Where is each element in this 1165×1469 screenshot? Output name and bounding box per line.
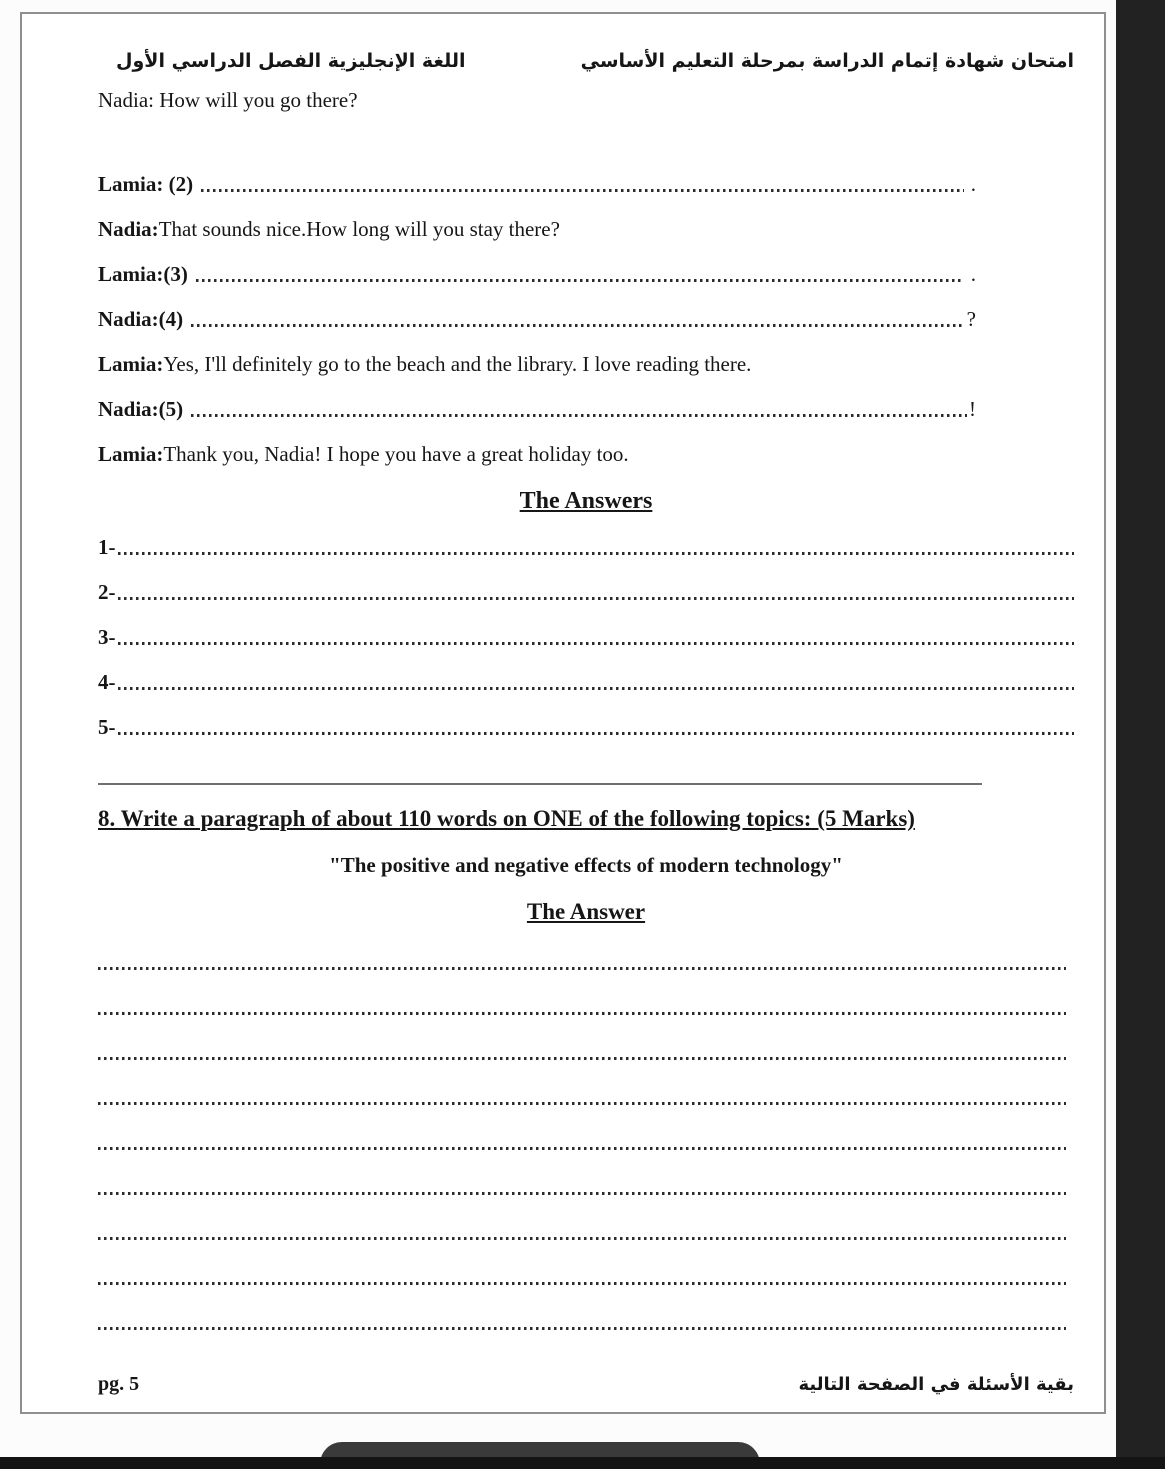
section8-heading: 8. Write a paragraph of about 110 words on ONE of the following topics: (5 Marks) — [98, 806, 915, 831]
paragraph-answer-line — [98, 1327, 1066, 1330]
dialogue-line — [98, 440, 1074, 468]
line-end-punctuation: . — [965, 262, 976, 286]
paragraph-answer-line — [98, 1102, 1066, 1105]
dialogue-line — [98, 215, 1074, 243]
paragraph-answer-line — [98, 967, 1066, 970]
dialogue-line — [98, 305, 1074, 333]
dotted-blank — [191, 324, 965, 327]
page-header — [98, 48, 1074, 74]
dotted-blank — [201, 189, 963, 192]
answer-line — [98, 668, 1074, 696]
dialogue-line — [98, 350, 1074, 378]
answer-number: 1- — [98, 535, 116, 559]
line-end-punctuation: ? — [966, 307, 976, 331]
dialogue-text: How will you go there? — [153, 88, 358, 112]
bottom-bar — [0, 1457, 1165, 1469]
paragraph-answer-line — [98, 1057, 1066, 1060]
speaker-label: Lamia: — [98, 442, 164, 466]
answer-line — [98, 578, 1074, 606]
paragraph-answer-line — [98, 1147, 1066, 1150]
dotted-blank — [118, 687, 1075, 690]
line-end-punctuation: ! — [969, 397, 976, 421]
answer-line — [98, 533, 1074, 561]
answers-section-title: The Answers — [519, 488, 653, 514]
dotted-blank — [196, 279, 964, 282]
paragraph-answer-line — [98, 1192, 1066, 1195]
answer-number: 2- — [98, 580, 116, 604]
paragraph-answer-line — [98, 1237, 1066, 1240]
dialogue-line — [98, 170, 1074, 198]
header-subject-ar: اللغة الإنجليزية الفصل الدراسي الأول — [116, 50, 466, 72]
speaker-label: Lamia:(3) — [98, 262, 188, 286]
speaker-label: Nadia: — [98, 88, 154, 112]
exam-page — [20, 12, 1106, 1414]
dialogue-line — [98, 395, 1074, 423]
paragraph-answer-line — [98, 1282, 1066, 1285]
right-black-strip — [1116, 0, 1165, 1469]
paragraph-topic: "The positive and negative effects of modern technology" — [329, 853, 843, 877]
section-divider — [98, 783, 982, 785]
page-footer — [98, 1373, 1074, 1396]
dotted-blank — [118, 732, 1075, 735]
answer-section-title: The Answer — [526, 899, 646, 924]
line-end-punctuation: . — [965, 172, 976, 196]
speaker-label: Lamia: (2) — [98, 172, 194, 196]
dialogue-line — [98, 86, 1074, 114]
header-exam-title-ar: امتحان شهادة إتمام الدراسة بمرحلة التعليم الأساسي — [580, 50, 1074, 72]
dialogue-line — [98, 260, 1074, 288]
answer-line — [98, 713, 1074, 741]
continuation-note-ar: بقية الأسئلة في الصفحة التالية — [798, 1374, 1074, 1395]
paragraph-answer-line — [98, 1012, 1066, 1015]
speaker-label: Nadia:(5) — [98, 397, 184, 421]
answer-number: 4- — [98, 670, 116, 694]
dialogue-text: Thank you, Nadia! I hope you have a great holiday too. — [163, 442, 629, 466]
answer-number: 5- — [98, 715, 116, 739]
speaker-label: Lamia: — [98, 352, 164, 376]
speaker-label: Nadia: — [98, 217, 159, 241]
dotted-blank — [118, 552, 1075, 555]
dotted-blank — [118, 597, 1075, 600]
dotted-blank — [118, 642, 1075, 645]
dialogue-text: That sounds nice.How long will you stay there? — [158, 217, 560, 241]
speaker-label: Nadia:(4) — [98, 307, 184, 331]
page-number: pg. 5 — [98, 1373, 140, 1395]
dialogue-text: Yes, I'll definitely go to the beach and the library. I love reading there. — [163, 352, 752, 376]
answer-line — [98, 623, 1074, 651]
dotted-blank — [191, 414, 967, 417]
answer-number: 3- — [98, 625, 116, 649]
